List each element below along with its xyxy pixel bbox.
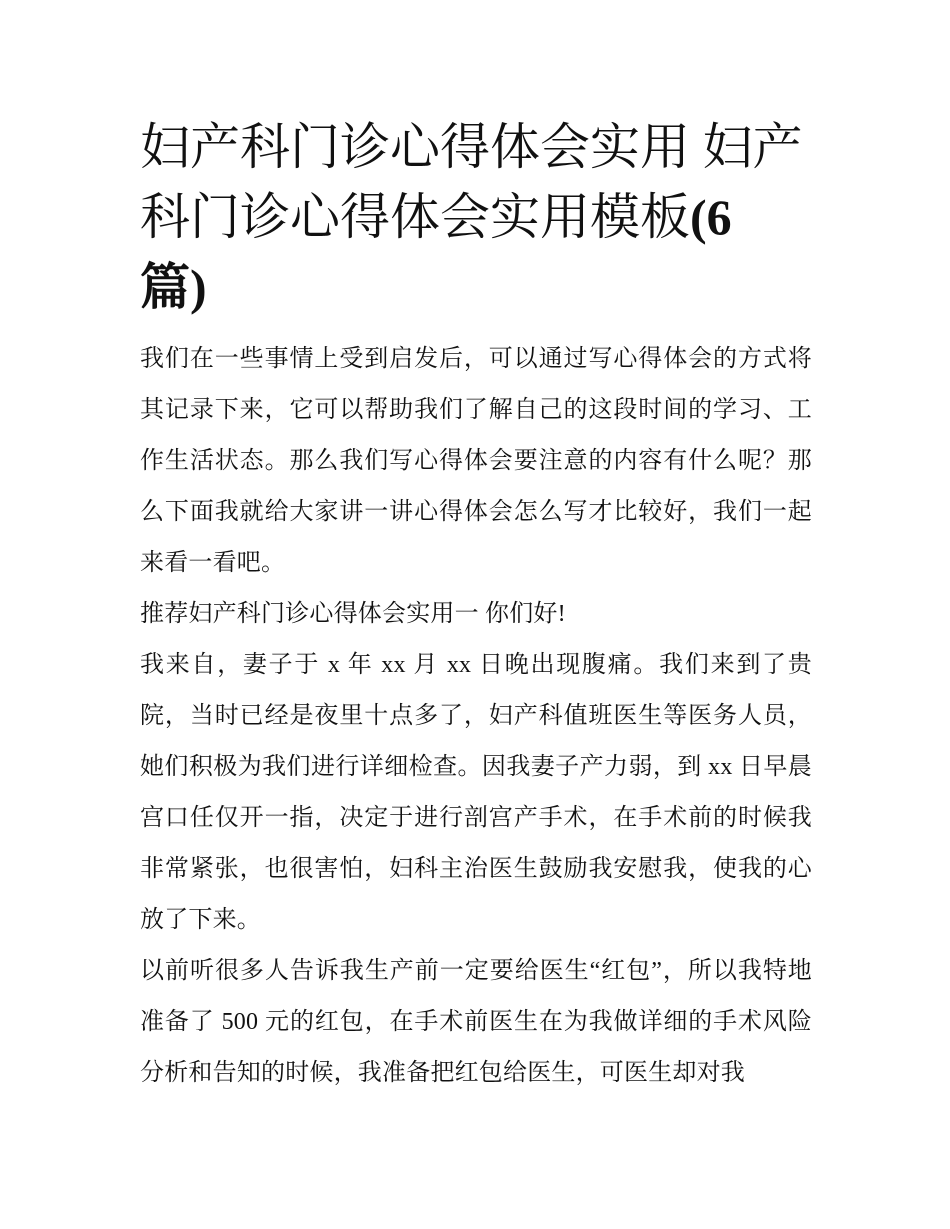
section-heading-paragraph: 推荐妇产科门诊心得体会实用一 你们好! [140,601,566,627]
body-paragraph: 以前听很多人告诉我生产前一定要给医生“红包”，所以我特地准备了 500 元的红包，在手术前医生在为我做详细的手术风险分析和告知的时候，我准备把红包给医生，可医生却对我 [140,958,812,1086]
title-count: (6 [690,189,732,245]
body-paragraph: 我来自，妻子于 x 年 xx 月 xx 日晚出现腹痛。我们来到了贵院，当时已经是夜里十点多了，妇产科值班医生等医务人员，她们积极为我们进行详细检查。因我妻子产力弱，到 xx 日早晨宫口任仅开一指，决定于进行剖宫产手术，在手术前的时候我非常紧张，也很害怕，妇科主治医生鼓励我安慰我，使我的心放了下来。 [140,652,812,933]
intro-paragraph: 我们在一些事情上受到启发后，可以通过写心得体会的方式将其记录下来，它可以帮助我们了解自己的这段时间的学习、工作生活状态。那么我们写心得体会要注意的内容有什么呢？那么下面我就给大家讲一讲心得体会怎么写才比较好，我们一起来看一看吧。 [140,346,812,576]
document-title [140,112,812,322]
title-text: 妇产科门诊心得体会实用 妇产科门诊心得体会实用模板 [140,119,803,245]
title-suffix: 篇) [140,259,207,315]
document-body [140,112,812,1099]
